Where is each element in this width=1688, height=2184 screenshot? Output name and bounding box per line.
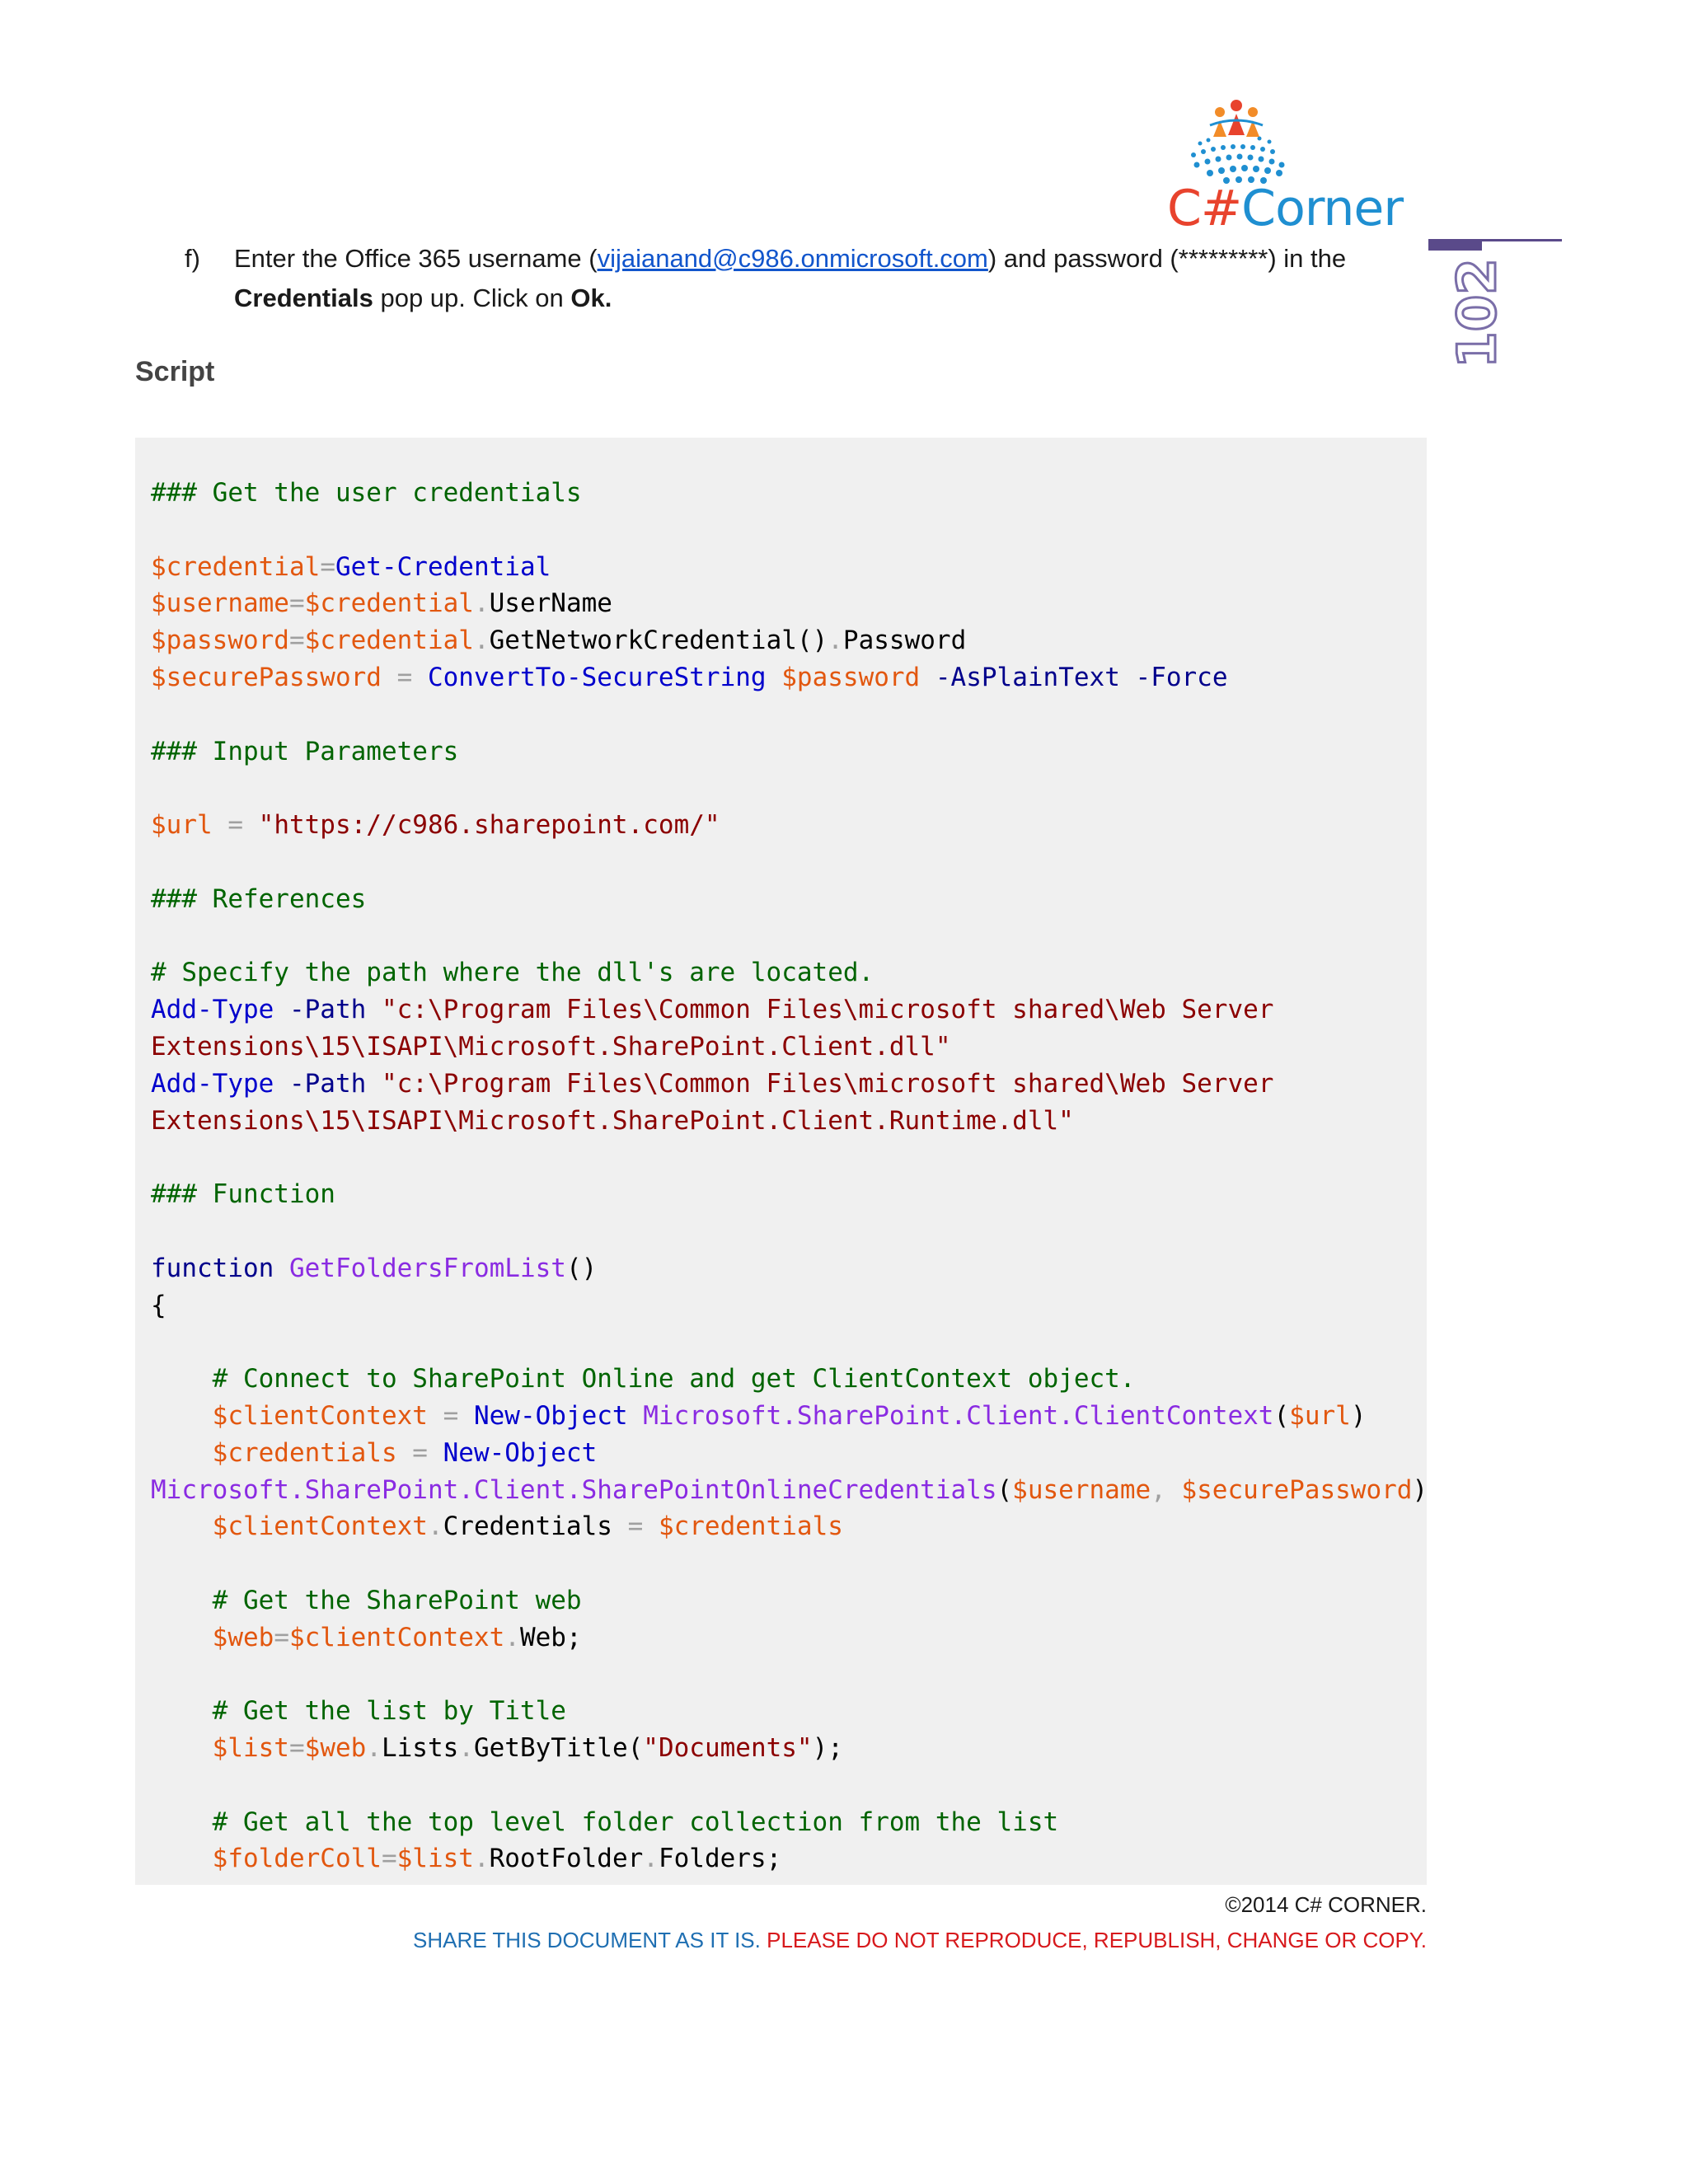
code-token: GetByTitle( <box>473 1733 644 1764</box>
code-token: $credential <box>151 551 321 582</box>
code-token: -Path <box>274 995 382 1025</box>
code-line <box>151 1139 1428 1176</box>
code-token: Get-Credential <box>335 551 551 582</box>
code-token: $url <box>151 810 213 841</box>
code-token: $clientContext <box>288 1622 505 1652</box>
code-token: . <box>504 1622 520 1652</box>
code-line <box>151 659 1428 696</box>
code-token: . <box>427 1511 443 1542</box>
code-line <box>151 1840 1428 1877</box>
step-text-part: Enter the Office 365 username ( <box>234 244 598 273</box>
code-token: = <box>212 810 259 841</box>
code-token: . <box>473 588 490 619</box>
code-token: . <box>473 1844 490 1874</box>
code-token: GetFoldersFromList <box>288 1253 566 1283</box>
code-token: . <box>473 626 490 656</box>
code-token: ); <box>812 1733 843 1764</box>
code-token: $username <box>1012 1474 1151 1505</box>
code-line <box>151 512 1428 549</box>
ok-label: Ok. <box>570 284 612 312</box>
code-line <box>151 1472 1428 1509</box>
code-token <box>151 1438 213 1468</box>
code-line <box>151 585 1428 622</box>
code-token: . <box>366 1733 382 1764</box>
page-number-bar <box>1428 239 1482 251</box>
code-token: "c:\Program Files\Common Files\microsoft shared\Web Server <box>381 995 1274 1025</box>
code-token <box>274 1254 289 1283</box>
code-line <box>151 1804 1428 1841</box>
code-token: $credential <box>304 626 474 656</box>
csharpcorner-logo <box>1160 97 1408 237</box>
code-token: $url <box>1289 1400 1351 1431</box>
code-line <box>151 844 1428 881</box>
code-line <box>151 1508 1428 1545</box>
code-line <box>151 1250 1428 1287</box>
code-line <box>151 1435 1428 1472</box>
code-token <box>151 1511 213 1541</box>
code-token: $credentials <box>212 1437 397 1468</box>
logo-globe-icon <box>1160 97 1408 188</box>
code-token: . <box>828 626 843 656</box>
code-token: = <box>612 1511 659 1542</box>
code-token <box>628 1401 644 1431</box>
code-token: ### Input Parameters <box>151 736 459 766</box>
code-token: $folderColl <box>212 1844 382 1874</box>
logo-text-csharp: C# <box>1167 180 1242 237</box>
code-token: $username <box>151 588 289 619</box>
code-line <box>151 991 1428 1029</box>
code-block <box>151 475 1428 1877</box>
code-token: $list <box>212 1733 289 1764</box>
code-token: -AsPlainText -Force <box>920 662 1228 692</box>
code-token: -Path <box>274 1068 382 1099</box>
code-token: $securePassword <box>1181 1474 1413 1505</box>
step-marker: f) <box>185 244 200 273</box>
code-line <box>151 733 1428 771</box>
code-token: = <box>381 662 428 692</box>
code-token: Password <box>842 626 967 656</box>
code-token <box>767 663 782 692</box>
code-token: ConvertTo-SecureString <box>427 662 767 692</box>
code-line <box>151 954 1428 991</box>
share-notice <box>413 1928 1427 1953</box>
code-line <box>151 1176 1428 1213</box>
code-token: "https://c986.sharepoint.com/" <box>258 810 720 841</box>
code-token: = <box>288 1733 305 1764</box>
code-token: . <box>458 1733 474 1764</box>
code-token: = <box>320 551 335 582</box>
code-line <box>151 1545 1428 1582</box>
code-token: UserName <box>489 588 612 619</box>
code-line <box>151 1767 1428 1804</box>
code-token: ( <box>996 1474 1013 1505</box>
code-token: Microsoft.SharePoint.Client.SharePointOnlineCredentials <box>151 1474 997 1505</box>
code-token: = <box>427 1400 474 1431</box>
code-line <box>151 1324 1428 1361</box>
share-notice-red: PLEASE DO NOT REPRODUCE, REPUBLISH, CHANGE OR COPY. <box>760 1928 1427 1952</box>
code-token: $securePassword <box>151 662 382 692</box>
step-instruction <box>234 239 1404 318</box>
code-token: # Get the SharePoint web <box>151 1585 582 1615</box>
code-line <box>151 549 1428 586</box>
code-token: New-Object <box>443 1437 598 1468</box>
code-line <box>151 1619 1428 1657</box>
code-token: Lists <box>381 1733 459 1764</box>
code-token: Extensions\15\ISAPI\Microsoft.SharePoint.Client.Runtime.dll" <box>151 1105 1074 1136</box>
code-token: $password <box>151 626 289 656</box>
code-token: $web <box>304 1733 367 1764</box>
code-line <box>151 1287 1428 1324</box>
code-token: = <box>288 626 305 656</box>
code-line <box>151 622 1428 659</box>
code-line <box>151 770 1428 807</box>
code-token: = <box>288 588 305 619</box>
code-token: Add-Type <box>151 995 274 1025</box>
code-token: = <box>381 1844 397 1874</box>
code-line <box>151 1730 1428 1767</box>
code-line <box>151 918 1428 955</box>
code-token: $credentials <box>658 1511 843 1542</box>
code-token: "c:\Program Files\Common Files\microsoft shared\Web Server <box>381 1068 1274 1099</box>
section-heading: Script <box>135 356 215 387</box>
code-token: Microsoft.SharePoint.Client.ClientContext <box>643 1400 1274 1431</box>
code-token: # Get the list by Title <box>151 1696 566 1727</box>
code-token: ### Function <box>151 1179 335 1210</box>
code-token: $password <box>781 662 921 692</box>
code-line <box>151 475 1428 512</box>
logo-wordmark <box>1167 180 1403 237</box>
code-token: $web <box>212 1622 274 1652</box>
code-line <box>151 1213 1428 1250</box>
code-line <box>151 1361 1428 1398</box>
code-token: Folders; <box>658 1844 782 1874</box>
code-line <box>151 881 1428 918</box>
code-token: ( <box>1273 1400 1290 1431</box>
code-token <box>151 1844 213 1873</box>
page-number-text: 102 <box>1447 258 1508 368</box>
copyright-notice: ©2014 C# CORNER. <box>1225 1892 1427 1917</box>
code-token: New-Object <box>473 1400 628 1431</box>
code-token: ### Get the user credentials <box>151 478 582 508</box>
code-token: { <box>151 1290 166 1320</box>
code-line <box>151 807 1428 844</box>
code-token: . <box>643 1844 659 1874</box>
logo-text-corner: Corner <box>1241 180 1403 237</box>
step-text-part: ) and password (*********) in the <box>987 244 1347 273</box>
code-token: ) <box>1350 1400 1367 1431</box>
code-line <box>151 1103 1428 1140</box>
code-token: Add-Type <box>151 1068 274 1099</box>
code-token: Credentials <box>443 1511 612 1542</box>
username-email-link[interactable]: vijaianand@c986.onmicrosoft.com <box>597 244 988 273</box>
code-token: GetNetworkCredential() <box>489 626 828 656</box>
code-token: Extensions\15\ISAPI\Microsoft.SharePoint.Client.dll" <box>151 1031 951 1062</box>
code-token: ### References <box>151 883 367 914</box>
code-token: function <box>151 1253 274 1283</box>
code-token: $clientContext <box>212 1400 428 1431</box>
step-text-part: pop up. Click on <box>373 284 571 312</box>
code-token: # Get all the top level folder collection from the list <box>151 1807 1059 1837</box>
code-token <box>151 1401 213 1431</box>
code-line <box>151 1066 1428 1103</box>
code-token: $clientContext <box>212 1511 428 1542</box>
code-line <box>151 1582 1428 1619</box>
code-line <box>151 1693 1428 1730</box>
code-token: "Documents" <box>643 1733 813 1764</box>
code-token: , <box>1151 1474 1182 1505</box>
share-notice-blue: SHARE THIS DOCUMENT AS IT IS. <box>413 1928 761 1952</box>
code-token: () <box>565 1253 598 1283</box>
credentials-label: Credentials <box>234 284 373 312</box>
code-token <box>151 1733 213 1763</box>
code-token: ) <box>1412 1474 1428 1505</box>
code-token: # Specify the path where the dll's are located. <box>151 958 874 988</box>
code-token: $credential <box>304 588 474 619</box>
code-token: = <box>396 1437 443 1468</box>
code-token: = <box>274 1622 289 1652</box>
code-token: # Connect to SharePoint Online and get ClientContext object. <box>151 1364 1136 1394</box>
code-token: $list <box>396 1844 474 1874</box>
code-line <box>151 1657 1428 1694</box>
code-token: RootFolder <box>489 1844 644 1874</box>
code-token <box>151 1623 213 1652</box>
code-line <box>151 1029 1428 1066</box>
code-token: Web; <box>519 1622 582 1652</box>
code-line <box>151 696 1428 733</box>
code-line <box>151 1398 1428 1435</box>
